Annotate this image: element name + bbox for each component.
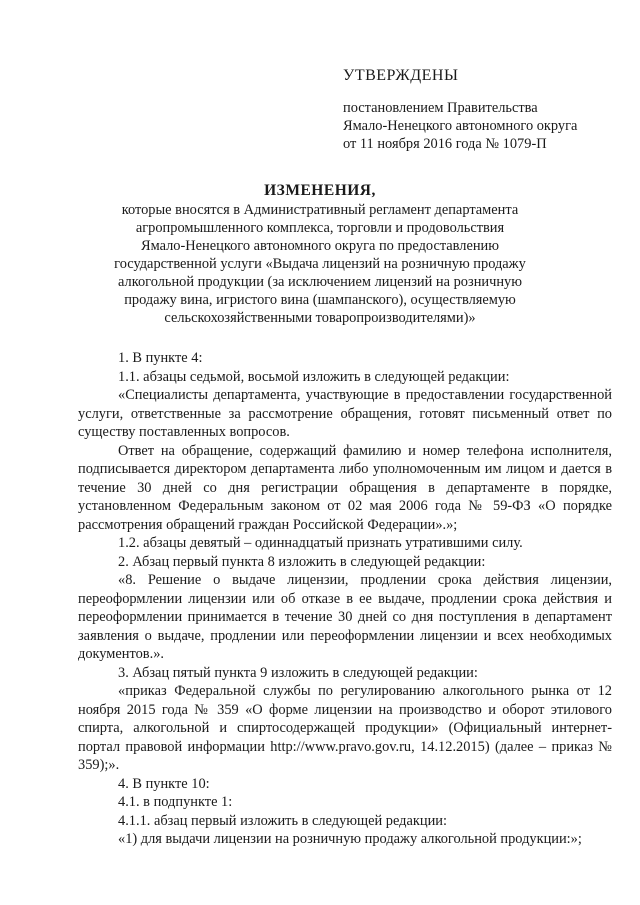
document-body [78,349,612,849]
title-subline: агропромышленного комплекса, торговли и продовольствия [135,220,505,236]
title-subline: государственной услуги «Выдача лицензий на розничную продажу [114,256,526,272]
approval-block [343,66,613,153]
paragraph: «1) для выдачи лицензии на розничную продажу алкогольной продукции:»; [118,831,582,847]
paragraph: 1. В пункте 4: [118,350,203,366]
paragraph: Ответ на обращение, содержащий фамилию и номер телефона исполнителя, подписывается директором департамента либо уполномоченным им лицом и дается в течение 30 дней со дня регистрации обращения в департаменте в порядке, установленном Федеральным законом от 02 мая 2006 года № 59-ФЗ «О порядке рассмотрения обращений граждан Российской Федерации».»; [78,442,612,533]
approval-line: постановлением Правительства [343,100,538,116]
paragraph: 4. В пункте 10: [118,775,210,792]
paragraph: «8. Решение о выдаче лицензии, продлении срока действия лицензии, переоформлении лицензии или об отказе в ее выдаче, продлении срока действия и переоформлении принимается в течение 30 дней со дня поступления в департамент заявления о выдаче, продлении или переоформлении лицензии и всех необходимых документов.». [78,572,612,662]
paragraph: 4.1. в подпункте 1: [118,794,233,810]
title-subline: алкогольной продукции (за исключением лицензий на розничную [118,274,522,290]
title-subline: продажу вина, игристого вина (шампанского), осуществляемую [124,292,516,308]
paragraph: 4.1.1. абзац первый изложить в следующей редакции: [118,812,447,829]
paragraph: 2. Абзац первый пункта 8 изложить в следующей редакции: [118,553,486,570]
approval-line: от 11 ноября 2016 года № 1079-П [343,136,547,152]
title-block [60,181,580,327]
paragraph: 3. Абзац пятый пункта 9 изложить в следующей редакции: [118,664,478,681]
paragraph: «Специалисты департамента, участвующие в предоставлении государственной услуги, ответственные за рассмотрение обращения, готовят письменный ответ по существу поставленных вопросов. [78,387,612,440]
paragraph: 1.2. абзацы девятый – одиннадцатый признать утратившими силу. [118,535,523,551]
approval-heading: УТВЕРЖДЕНЫ [343,67,459,84]
paragraph: 1.1. абзацы седьмой, восьмой изложить в следующей редакции: [118,368,510,385]
title-subline: сельскохозяйственными товаропроизводителями)» [164,310,476,326]
document-title: ИЗМЕНЕНИЯ, [264,182,376,199]
approval-line: Ямало-Ненецкого автономного округа [343,118,578,134]
paragraph: «приказ Федеральной службы по регулированию алкогольного рынка от 12 ноября 2015 года № 359 «О форме лицензии на производство и оборот этилового спирта, алкогольной и спиртосодержащей продукции» (Официальный интернет-портал правовой информации http://www.pravo.gov.ru, 14.12.2015) (далее – приказ № 359);». [78,683,612,773]
title-subline: Ямало-Ненецкого автономного округа по предоставлению [140,238,500,254]
title-subline: которые вносятся в Административный регламент департамента [121,202,519,218]
